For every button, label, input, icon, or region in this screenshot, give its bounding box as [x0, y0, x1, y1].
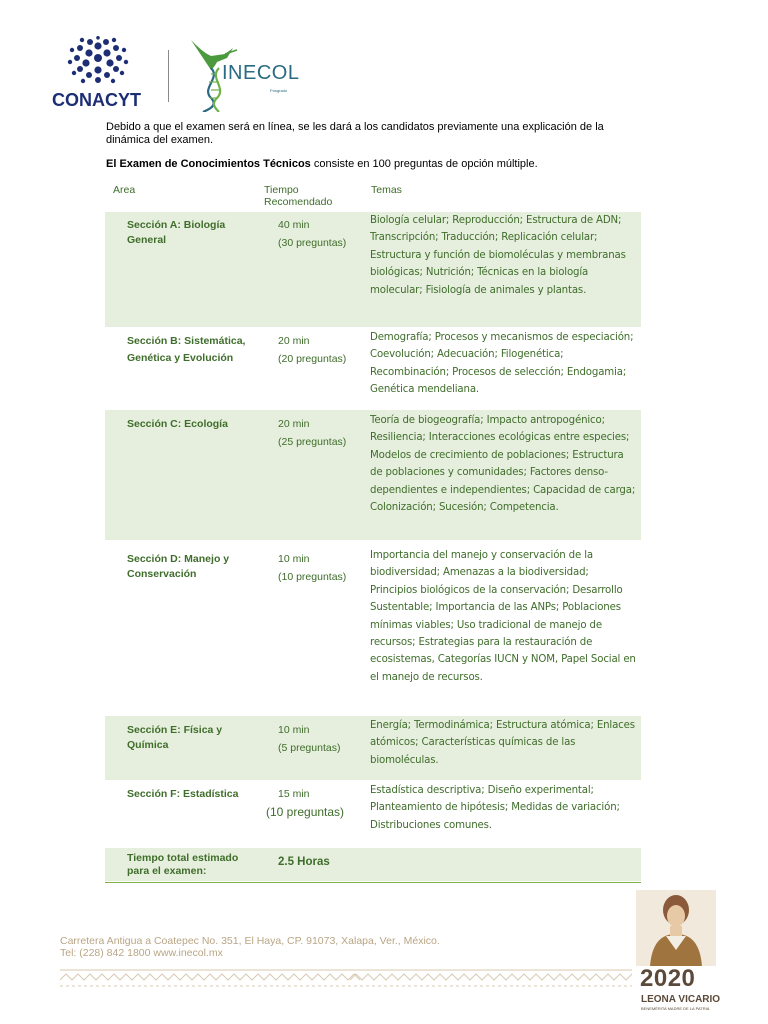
row-time: [278, 332, 346, 368]
row-question-count: (30 preguntas): [278, 237, 347, 249]
table-row-total: [105, 848, 641, 881]
header-topics: Temas: [371, 184, 402, 196]
row-time-value: 20 min: [278, 335, 310, 347]
row-area: Sección F: Estadística: [127, 788, 239, 800]
row-area: Sección C: Ecología: [127, 418, 228, 430]
row-time: [278, 721, 340, 757]
row-time-value: 20 min: [278, 418, 310, 430]
row-topics: Biología celular; Reproducción; Estructura de ADN; Transcripción; Traducción; Replicación celular; Estructura y función de biomoléculas y membranas biológicas; Nutrición; Técnicas en la biología molecular; Fisiología de animales y plantas.: [370, 215, 626, 296]
logo-divider: [168, 50, 169, 102]
table-bottom-rule: [105, 882, 641, 883]
table-row-section-f: [105, 780, 641, 846]
header-time: Tiempo Recomendado: [264, 184, 333, 208]
header-area: Area: [113, 184, 136, 196]
row-topics: Estadística descriptiva; Diseño experimental; Planteamiento de hipótesis; Medidas de variación; Distribuciones comunes.: [370, 785, 620, 831]
row-area: Sección D: Manejo y Conservación: [127, 553, 230, 580]
row-time-value: 40 min: [278, 219, 310, 231]
row-area: Sección A: Biología General: [127, 219, 226, 246]
leona-vicario-subtitle: BENEMÉRITA MADRE DE LA PATRIA: [641, 1006, 710, 1011]
leona-vicario-title: LEONA VICARIO: [641, 994, 721, 1005]
table-row-section-e: [105, 716, 641, 780]
row-topics: Energía; Termodinámica; Estructura atómica; Enlaces atómicos; Características químicas de las biomoléculas.: [370, 720, 635, 766]
row-question-count: (20 preguntas): [278, 353, 347, 365]
footer-address: Carretera Antigua a Coatepec No. 351, El Haya, CP. 91073, Xalapa, Ver., México.: [60, 935, 440, 947]
table-row-section-d: [105, 540, 641, 716]
table-row-section-a: [105, 212, 641, 327]
total-label: Tiempo total estimado para el examen:: [127, 852, 239, 877]
row-time-value: 10 min: [278, 553, 310, 565]
total-value: 2.5 Horas: [278, 856, 330, 868]
row-question-count: (5 preguntas): [278, 742, 341, 754]
exam-description-rest: consiste en 100 preguntas de opción múltiple.: [310, 158, 538, 170]
row-time: [266, 785, 345, 821]
inecol-subtitle: Posgrado: [270, 88, 288, 93]
intro-paragraph: Debido a que el examen será en línea, se les dará a los candidatos previamente una explicación de la dinámica del examen.: [106, 121, 604, 146]
row-question-count: (10 preguntas): [266, 805, 345, 819]
row-time: [278, 415, 346, 451]
exam-description: [106, 158, 646, 171]
table-row-section-b: [105, 327, 641, 411]
row-topics: Demografía; Procesos y mecanismos de especiación; Coevolución; Adecuación; Filogenética; Recombinación; Procesos de selección; Endogamia; Genética mendeliana.: [370, 332, 634, 396]
row-question-count: (10 preguntas): [278, 571, 347, 583]
table-row-section-c: [105, 410, 641, 540]
row-time-value: 10 min: [278, 724, 310, 736]
exam-description-bold: El Examen de Conocimientos Técnicos: [106, 158, 311, 170]
row-area: Sección E: Física y Química: [127, 724, 223, 751]
row-time: [278, 216, 346, 252]
row-question-count: (25 preguntas): [278, 436, 347, 448]
row-time-value: 15 min: [278, 788, 310, 800]
row-area: Sección B: Sistemática, Genética y Evolución: [127, 335, 246, 364]
row-time: [278, 550, 346, 586]
conacyt-wordmark: CONACYT: [52, 90, 141, 110]
decorative-pattern-band: [60, 968, 632, 990]
year-2020-mark: 2020: [640, 965, 696, 992]
row-topics: Teoría de biogeografía; Impacto antropogénico; Resiliencia; Interacciones ecológicas entre especies; Modelos de crecimiento de poblaciones; Estructura de poblaciones y comunidades; Factores denso-dependientes e independientes; Capacidad de carga; Colonización; Sucesión; Competencia.: [370, 415, 636, 514]
inecol-wordmark: INECOL: [222, 62, 300, 84]
footer-contact: Tel: (228) 842 1800 www.inecol.mx: [60, 947, 223, 959]
leona-vicario-portrait-icon: [636, 890, 716, 966]
row-topics: Importancia del manejo y conservación de la biodiversidad; Amenazas a la biodiversidad; Principios biológicos de la conservación; Desarrollo Sustentable; Importancia de las ANPs; Poblaciones mínimas viables; Uso tradicional de manejo de recursos; Estrategias para la restauración de ecosistemas, Categorías IUCN y NOM, Papel Social en el manejo de recursos.: [370, 550, 636, 683]
